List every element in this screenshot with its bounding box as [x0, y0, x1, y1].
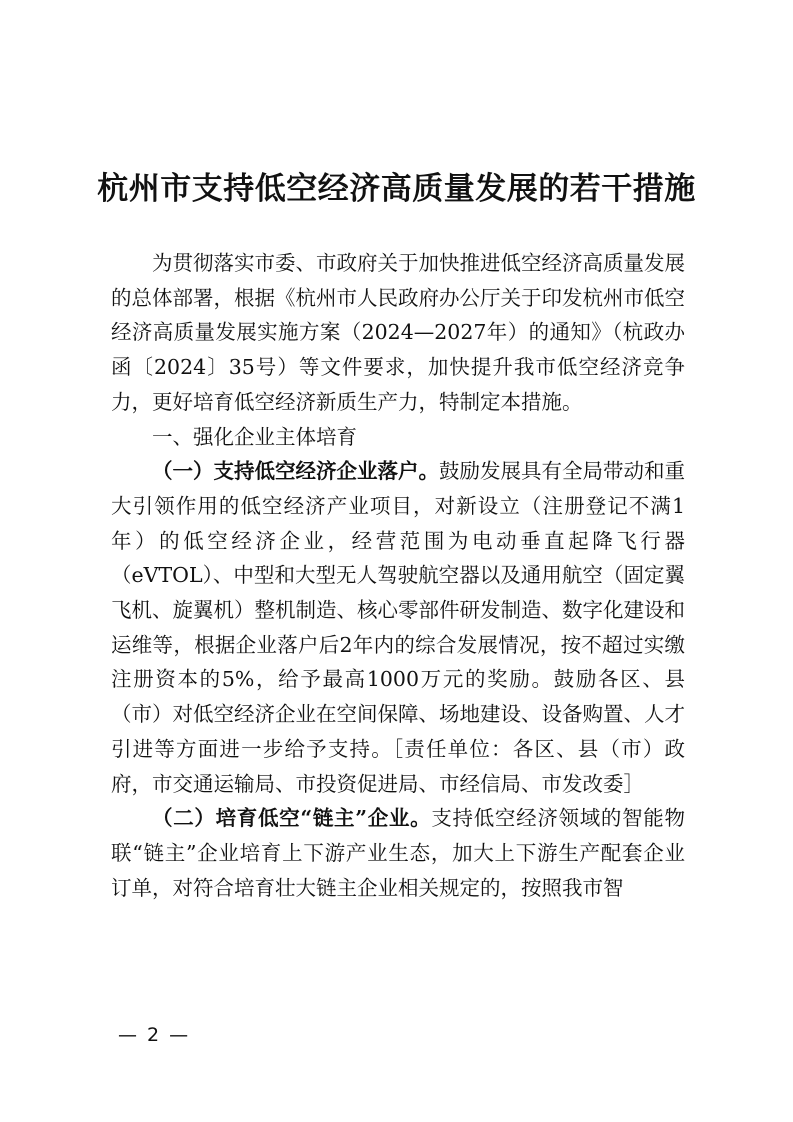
item-2-title: （二）培育低空“链主”企业。 [152, 806, 432, 831]
page-title: 杭州市支持低空经济高质量发展的若干措施 [97, 171, 696, 207]
item-1-title: （一）支持低空经济企业落户。 [152, 459, 439, 484]
item-2-paragraph [111, 801, 685, 905]
page-number: — 2 — [118, 1024, 191, 1046]
item-1-paragraph [111, 454, 685, 801]
section-heading: 一、强化企业主体培育 [152, 424, 357, 449]
item-1-text: 鼓励发展具有全局带动和重大引领作用的低空经济产业项目，对新设立（注册登记不满1年）的低空经济企业，经营范围为电动垂直起降飞行器（eVTOL）、中型和大型无人驾驶航空器以及通用航空（固定翼飞机、旋翼机）整机制造、核心零部件研发制造、数字化建设和运维等，根据企业落户后2年内的综合发展情况，按不超过实缴注册资本的5%，给予最高1000万元的奖励。鼓励各区、县（市）对低空经济企业在空间保障、场地建设、设备购置、人才引进等方面进一步给予支持。［责任单位：各区、县（市）政府，市交通运输局、市投资促进局、市经信局、市发改委］ [111, 459, 685, 796]
document-body [111, 246, 685, 905]
item-2-text: 支持低空经济领域的智能物联“链主”企业培育上下游产业生态，加大上下游生产配套企业订单，对符合培育壮大链主企业相关规定的，按照我市智 [111, 806, 686, 900]
intro-paragraph: 为贯彻落实市委、市政府关于加快推进低空经济高质量发展的总体部署，根据《杭州市人民政府办公厅关于印发杭州市低空经济高质量发展实施方案（2024—2027年）的通知》（杭政办函〔2024〕35号）等文件要求，加快提升我市低空经济竞争力，更好培育低空经济新质生产力，特制定本措施。 [111, 251, 685, 414]
